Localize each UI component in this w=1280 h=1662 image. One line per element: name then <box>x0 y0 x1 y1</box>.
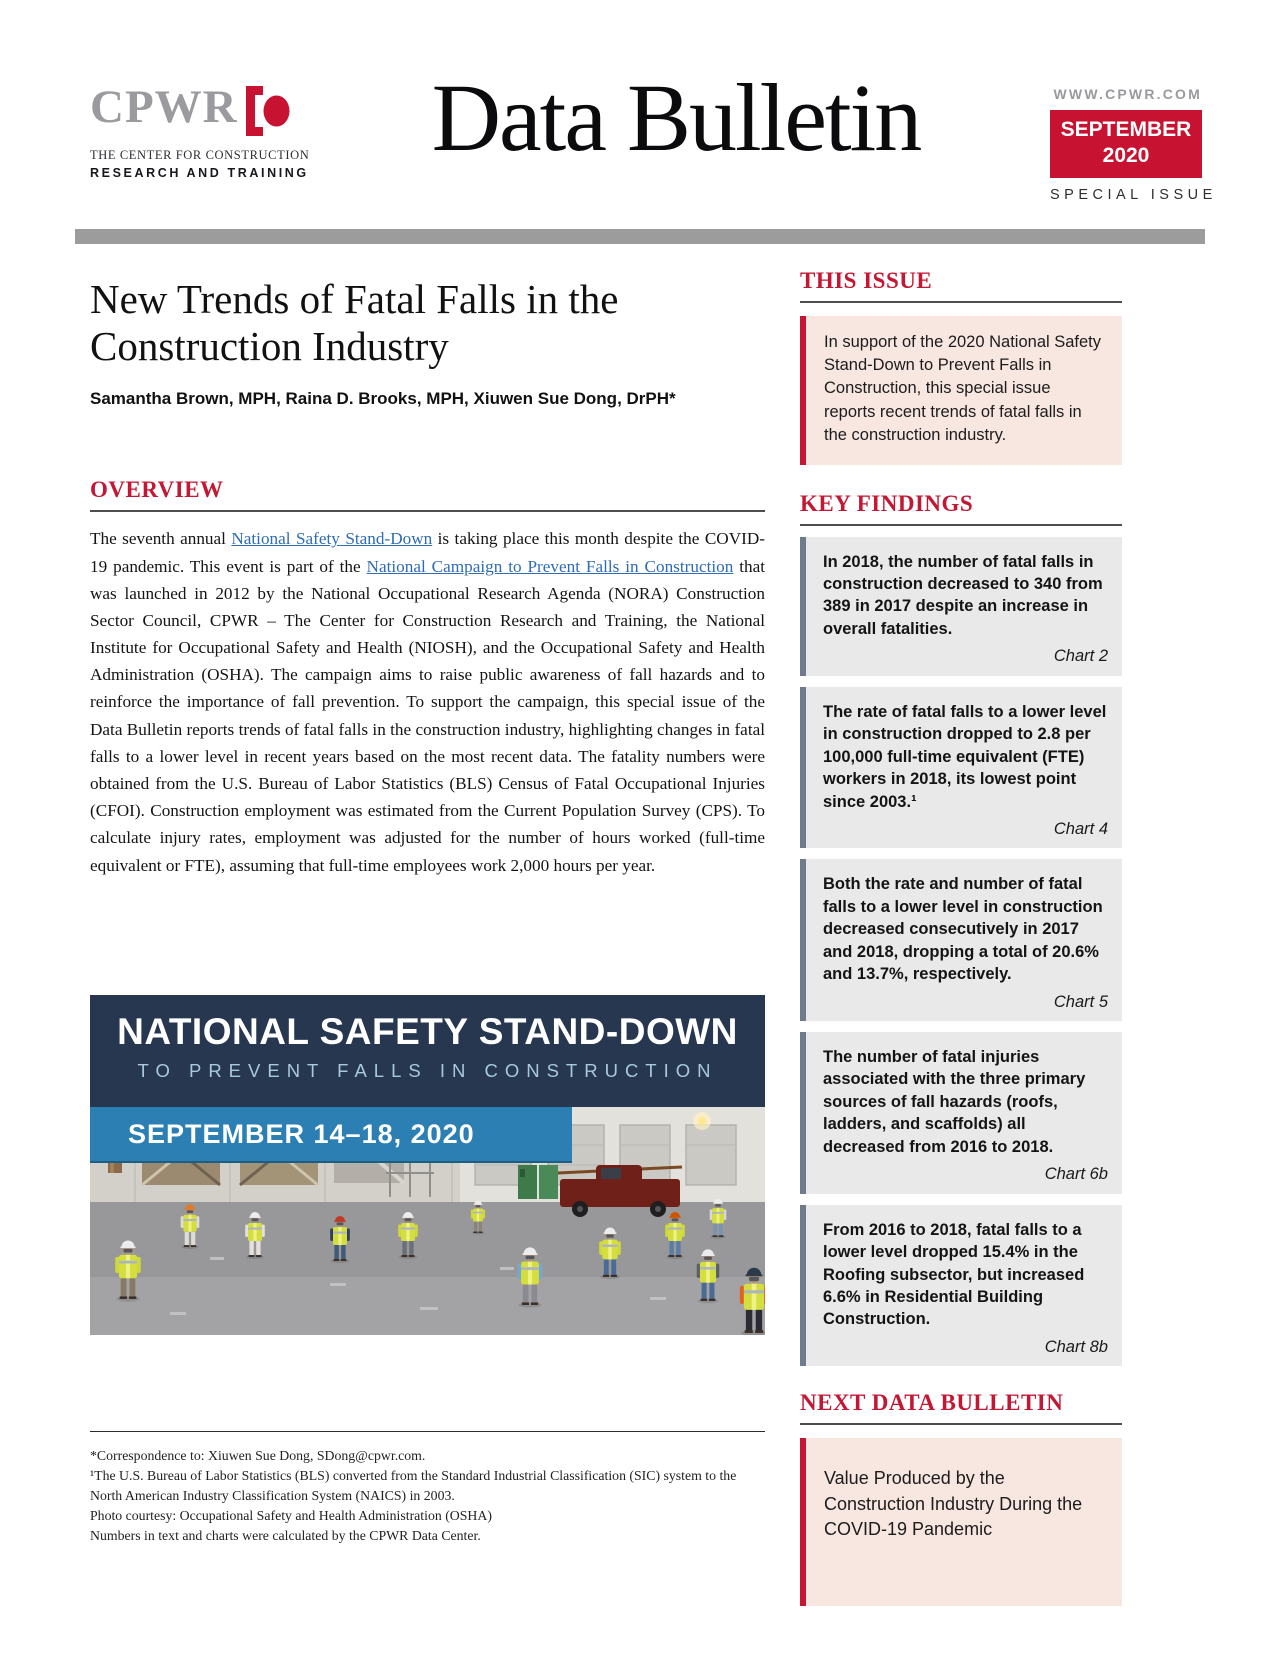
key-finding-text: Both the rate and number of fatal falls to a lower level in construction decreased consecutively in 2017 and 2018, dropping a total of 20.6% and 13.7%, respectively. <box>823 875 1103 984</box>
key-finding-text: The rate of fatal falls to a lower level in construction dropped to 2.8 per 100,000 full-time equivalent (FTE) workers in 2018, its lowest point since 2003.¹ <box>823 702 1107 811</box>
cpwr-logo-sub2: RESEARCH AND TRAINING <box>90 166 309 180</box>
chart-reference: Chart 4 <box>1053 819 1108 838</box>
cpwr-logo <box>90 81 310 180</box>
key-findings-section <box>800 491 1122 1367</box>
next-bulletin-box: Value Produced by the Construction Industry During the COVID-19 Pandemic <box>800 1438 1122 1606</box>
standdown-dates: SEPTEMBER 14–18, 2020 <box>128 1119 475 1150</box>
chart-reference: Chart 6b <box>1044 1165 1108 1184</box>
key-finding-item <box>800 687 1122 849</box>
standdown-banner-title: NATIONAL SAFETY STAND-DOWN <box>117 1010 738 1052</box>
standdown-dates-band <box>90 1107 572 1163</box>
key-finding-item <box>800 1205 1122 1367</box>
overview-rule <box>90 510 765 512</box>
key-finding-text: From 2016 to 2018, fatal falls to a lower level dropped 15.4% in the Roofing subsector, but increased 6.6% in Residential Building Construction. <box>823 1220 1085 1329</box>
chart-reference: Chart 2 <box>1053 647 1108 666</box>
footnote-bls-naics: ¹The U.S. Bureau of Labor Statistics (BLS) converted from the Standard Industrial Classification (SIC) system to the North American Industry Classification System (NAICS) in 2003. <box>90 1467 737 1503</box>
cpwr-logo-icon <box>246 86 290 141</box>
this-issue-box: In support of the 2020 National Safety Stand-Down to Prevent Falls in Construction, this special issue reports recent trends of fatal falls in the construction industry. <box>800 316 1122 465</box>
article-title: New Trends of Fatal Falls in the Construction Industry <box>90 275 619 370</box>
this-issue-rule <box>800 301 1122 303</box>
main-content <box>0 244 1280 1607</box>
masthead-header <box>0 64 1280 203</box>
overview-text-2: is taking place this month despite the COVID-19 pandemic. This event is part of the <box>90 529 765 576</box>
footnote-photo-credit: Photo courtesy: Occupational Safety and Health Administration (OSHA) <box>90 1507 492 1523</box>
cpwr-logo-text: CPWR <box>90 81 238 133</box>
special-issue-label: SPECIAL ISSUE <box>1050 186 1217 203</box>
issue-info <box>1050 86 1217 203</box>
key-findings-heading: KEY FINDINGS <box>800 490 974 516</box>
issue-date-badge <box>1050 110 1202 178</box>
link-national-campaign-prevent-falls[interactable]: National Campaign to Prevent Falls in Construction <box>366 556 734 576</box>
masthead-title: Data Bulletin <box>431 64 921 171</box>
next-bulletin-heading: NEXT DATA BULLETIN <box>800 1390 1064 1416</box>
overview-text-1: The seventh annual <box>90 529 232 549</box>
overview-heading: OVERVIEW <box>90 477 224 503</box>
overview-section <box>90 477 765 878</box>
chart-reference: Chart 8b <box>1044 1337 1108 1356</box>
standdown-banner-subtitle: TO PREVENT FALLS IN CONSTRUCTION <box>137 1060 718 1082</box>
key-finding-item <box>800 859 1122 1021</box>
cpwr-logo-sub1: THE CENTER FOR CONSTRUCTION <box>90 148 310 162</box>
overview-paragraph <box>90 525 765 878</box>
this-issue-heading: THIS ISSUE <box>800 267 933 293</box>
key-findings-rule <box>800 524 1122 526</box>
website-url[interactable]: WWW.CPWR.COM <box>1053 86 1202 102</box>
header-divider-bar <box>75 229 1205 244</box>
footnote-correspondence: *Correspondence to: Xiuwen Sue Dong, SDong@cpwr.com. <box>90 1447 426 1463</box>
key-finding-text: The number of fatal injuries associated with the three primary sources of fall hazards (roofs, ladders, and scaffolds) all decreased from 2016 to 2018. <box>823 1048 1086 1156</box>
overview-text-3: that was launched in 2012 by the National Occupational Research Agenda (NORA) Construction Sector Council, CPWR – The Center for Construction Research and Training, the National Institute for Occupational Safety and Health (NIOSH), and the Occupational Safety and Health Administration (OSHA). The campaign aims to raise public awareness of fall hazards and to reinforce the importance of fall prevention. To support the campaign, this special issue of the Data Bulletin reports trends of fatal falls in the construction industry, highlighting changes in fatal falls to a lower level in recent years based on the most recent data. The fatality numbers were obtained from the U.S. Bureau of Labor Statistics (BLS) Census of Fatal Occupational Injuries (CFOI). Construction employment was estimated from the Current Population Survey (CPS). To calculate injury rates, employment was adjusted for the number of hours worked (full-time equivalent or FTE), assuming that full-time employees work 2,000 hours per year. <box>90 556 765 875</box>
key-finding-item <box>800 537 1122 676</box>
footnote-divider <box>90 1431 765 1432</box>
article-column <box>90 268 765 1607</box>
key-finding-item <box>800 1032 1122 1194</box>
issue-year: 2020 <box>1102 144 1150 168</box>
sidebar-column <box>800 268 1122 1607</box>
link-national-safety-stand-down[interactable]: National Safety Stand-Down <box>231 529 433 549</box>
article-authors: Samantha Brown, MPH, Raina D. Brooks, MPH, Xiuwen Sue Dong, DrPH* <box>90 389 676 409</box>
issue-month: SEPTEMBER <box>1060 118 1192 141</box>
next-bulletin-section <box>800 1390 1122 1606</box>
footnote-data-center: Numbers in text and charts were calculated by the CPWR Data Center. <box>90 1527 481 1543</box>
footnotes <box>90 1446 765 1546</box>
this-issue-section <box>800 268 1122 465</box>
next-bulletin-rule <box>800 1423 1122 1425</box>
key-finding-text: In 2018, the number of fatal falls in construction decreased to 340 from 389 in 2017 despite an increase in overall fatalities. <box>823 552 1103 638</box>
chart-reference: Chart 5 <box>1053 992 1108 1011</box>
standdown-banner-header <box>90 995 765 1107</box>
standdown-banner <box>90 995 765 1335</box>
